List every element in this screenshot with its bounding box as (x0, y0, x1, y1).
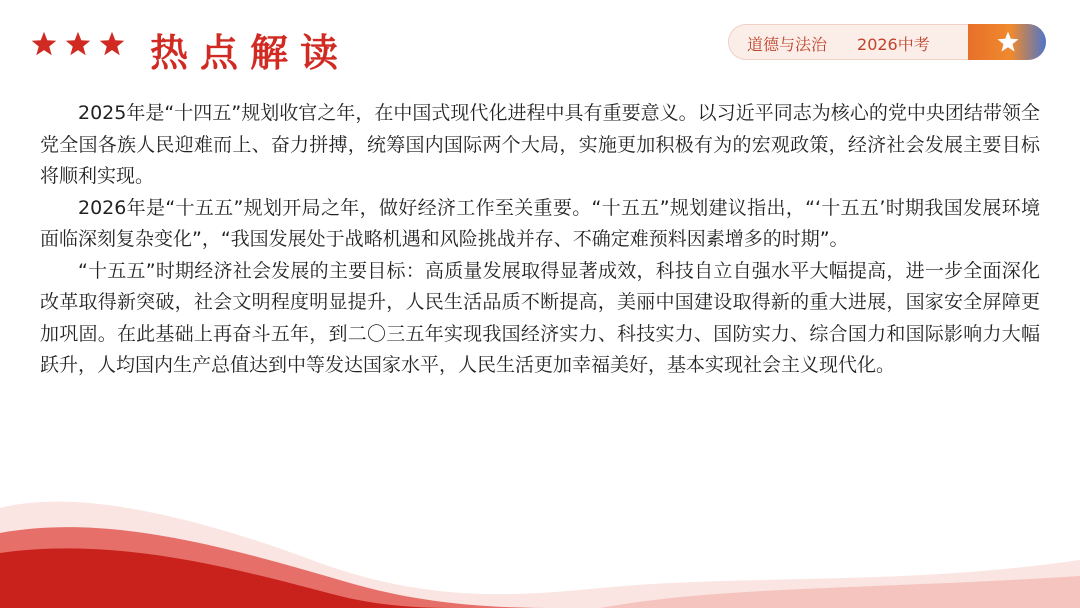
page-title: 热点解读 (150, 30, 351, 75)
article-body (40, 98, 1040, 382)
star-icon (996, 30, 1020, 54)
paragraph: “十五五”时期经济社会发展的主要目标：高质量发展取得显著成效，科技自立自强水平大幅提高，进一步全面深化改革取得新突破，社会文明程度明显提升，人民生活品质不断提高，美丽中国建设取得新的重大进展，国家安全屏障更加巩固。在此基础上再奋斗五年，到二〇三五年实现我国经济实力、科技实力、国防实力、综合国力和国际影响力大幅跃升，人均国内生产总值达到中等发达国家水平，人民生活更加幸福美好，基本实现社会主义现代化。 (40, 259, 1040, 376)
star-icon (98, 30, 126, 58)
paragraph: 2025年是“十四五”规划收官之年，在中国式现代化进程中具有重要意义。以习近平同志为核心的党中央团结带领全党全国各族人民迎难而上、奋力拼搏，统筹国内国际两个大局，实施更加积极有为的宏观政策，经济社会发展主要目标将顺利实现。 (40, 102, 1040, 187)
star-icon (30, 30, 58, 58)
badge-subject: 道德与法治 (747, 35, 828, 54)
paragraph: 2026年是“十五五”规划开局之年，做好经济工作至关重要。“十五五”规划建议指出，“‘十五五’时期我国发展环境面临深刻复杂变化”，“我国发展处于战略机遇和风险挑战并存、不确定难预料因素增多的时期”。 (40, 196, 1040, 250)
badge-exam: 2026中考 (857, 35, 930, 54)
red-ribbon-decoration (0, 478, 1080, 608)
badge-star-cap (968, 24, 1046, 60)
subject-badge (728, 24, 1046, 60)
stars-decoration (30, 30, 126, 58)
star-icon (64, 30, 92, 58)
